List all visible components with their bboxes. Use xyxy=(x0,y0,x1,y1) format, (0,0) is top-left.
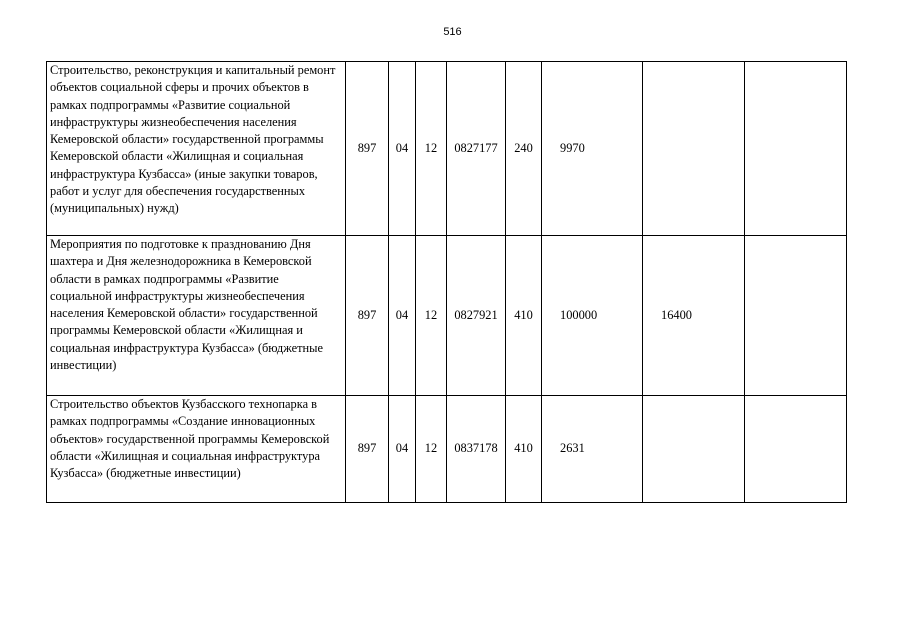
amount-cell xyxy=(745,62,847,236)
section-code: 04 xyxy=(389,396,416,503)
table-row xyxy=(47,62,847,236)
subsection-code: 12 xyxy=(416,62,447,236)
amount-cell xyxy=(643,62,745,236)
section-code: 04 xyxy=(389,236,416,396)
amount-cell xyxy=(745,236,847,396)
page-number: 516 xyxy=(443,26,462,38)
expense-type-code: 410 xyxy=(506,396,542,503)
amount-cell: 9970 xyxy=(542,62,643,236)
target-article-code: 0827177 xyxy=(447,62,506,236)
subsection-code: 12 xyxy=(416,236,447,396)
amount-cell: 100000 xyxy=(542,236,643,396)
table-row xyxy=(47,396,847,503)
target-article-code: 0837178 xyxy=(447,396,506,503)
expense-type-code: 240 xyxy=(506,62,542,236)
amount-cell xyxy=(643,396,745,503)
row-description: Строительство объектов Кузбасского технопарка в рамках подпрограммы «Создание инновационных объектов» государственной программы Кемеровской области «Жилищная и социальная инфраструктура Кузбасса» (бюджетные инвестиции) xyxy=(47,396,346,503)
amount-cell: 16400 xyxy=(643,236,745,396)
section-code: 04 xyxy=(389,62,416,236)
budget-table xyxy=(46,61,847,503)
ministry-code: 897 xyxy=(346,236,389,396)
amount-cell: 2631 xyxy=(542,396,643,503)
subsection-code: 12 xyxy=(416,396,447,503)
target-article-code: 0827921 xyxy=(447,236,506,396)
ministry-code: 897 xyxy=(346,62,389,236)
table-row xyxy=(47,236,847,396)
expense-type-code: 410 xyxy=(506,236,542,396)
amount-cell xyxy=(745,396,847,503)
row-description: Строительство, реконструкция и капитальный ремонт объектов социальной сферы и прочих объектов в рамках подпрограммы «Развитие социальной инфраструктуры жизнеобеспечения населения Кемеровской области» государственной программы Кемеровской области «Жилищная и социальная инфраструктура Кузбасса» (иные закупки товаров, работ и услуг для обеспечения государственных (муниципальных) нужд) xyxy=(47,62,346,236)
row-description: Мероприятия по подготовке к празднованию Дня шахтера и Дня железнодорожника в Кемеровской области в рамках подпрограммы «Развитие социальной инфраструктуры жизнеобеспечения населения Кемеровской области» государственной программы Кемеровской области «Жилищная и социальная инфраструктура Кузбасса» (бюджетные инвестиции) xyxy=(47,236,346,396)
ministry-code: 897 xyxy=(346,396,389,503)
